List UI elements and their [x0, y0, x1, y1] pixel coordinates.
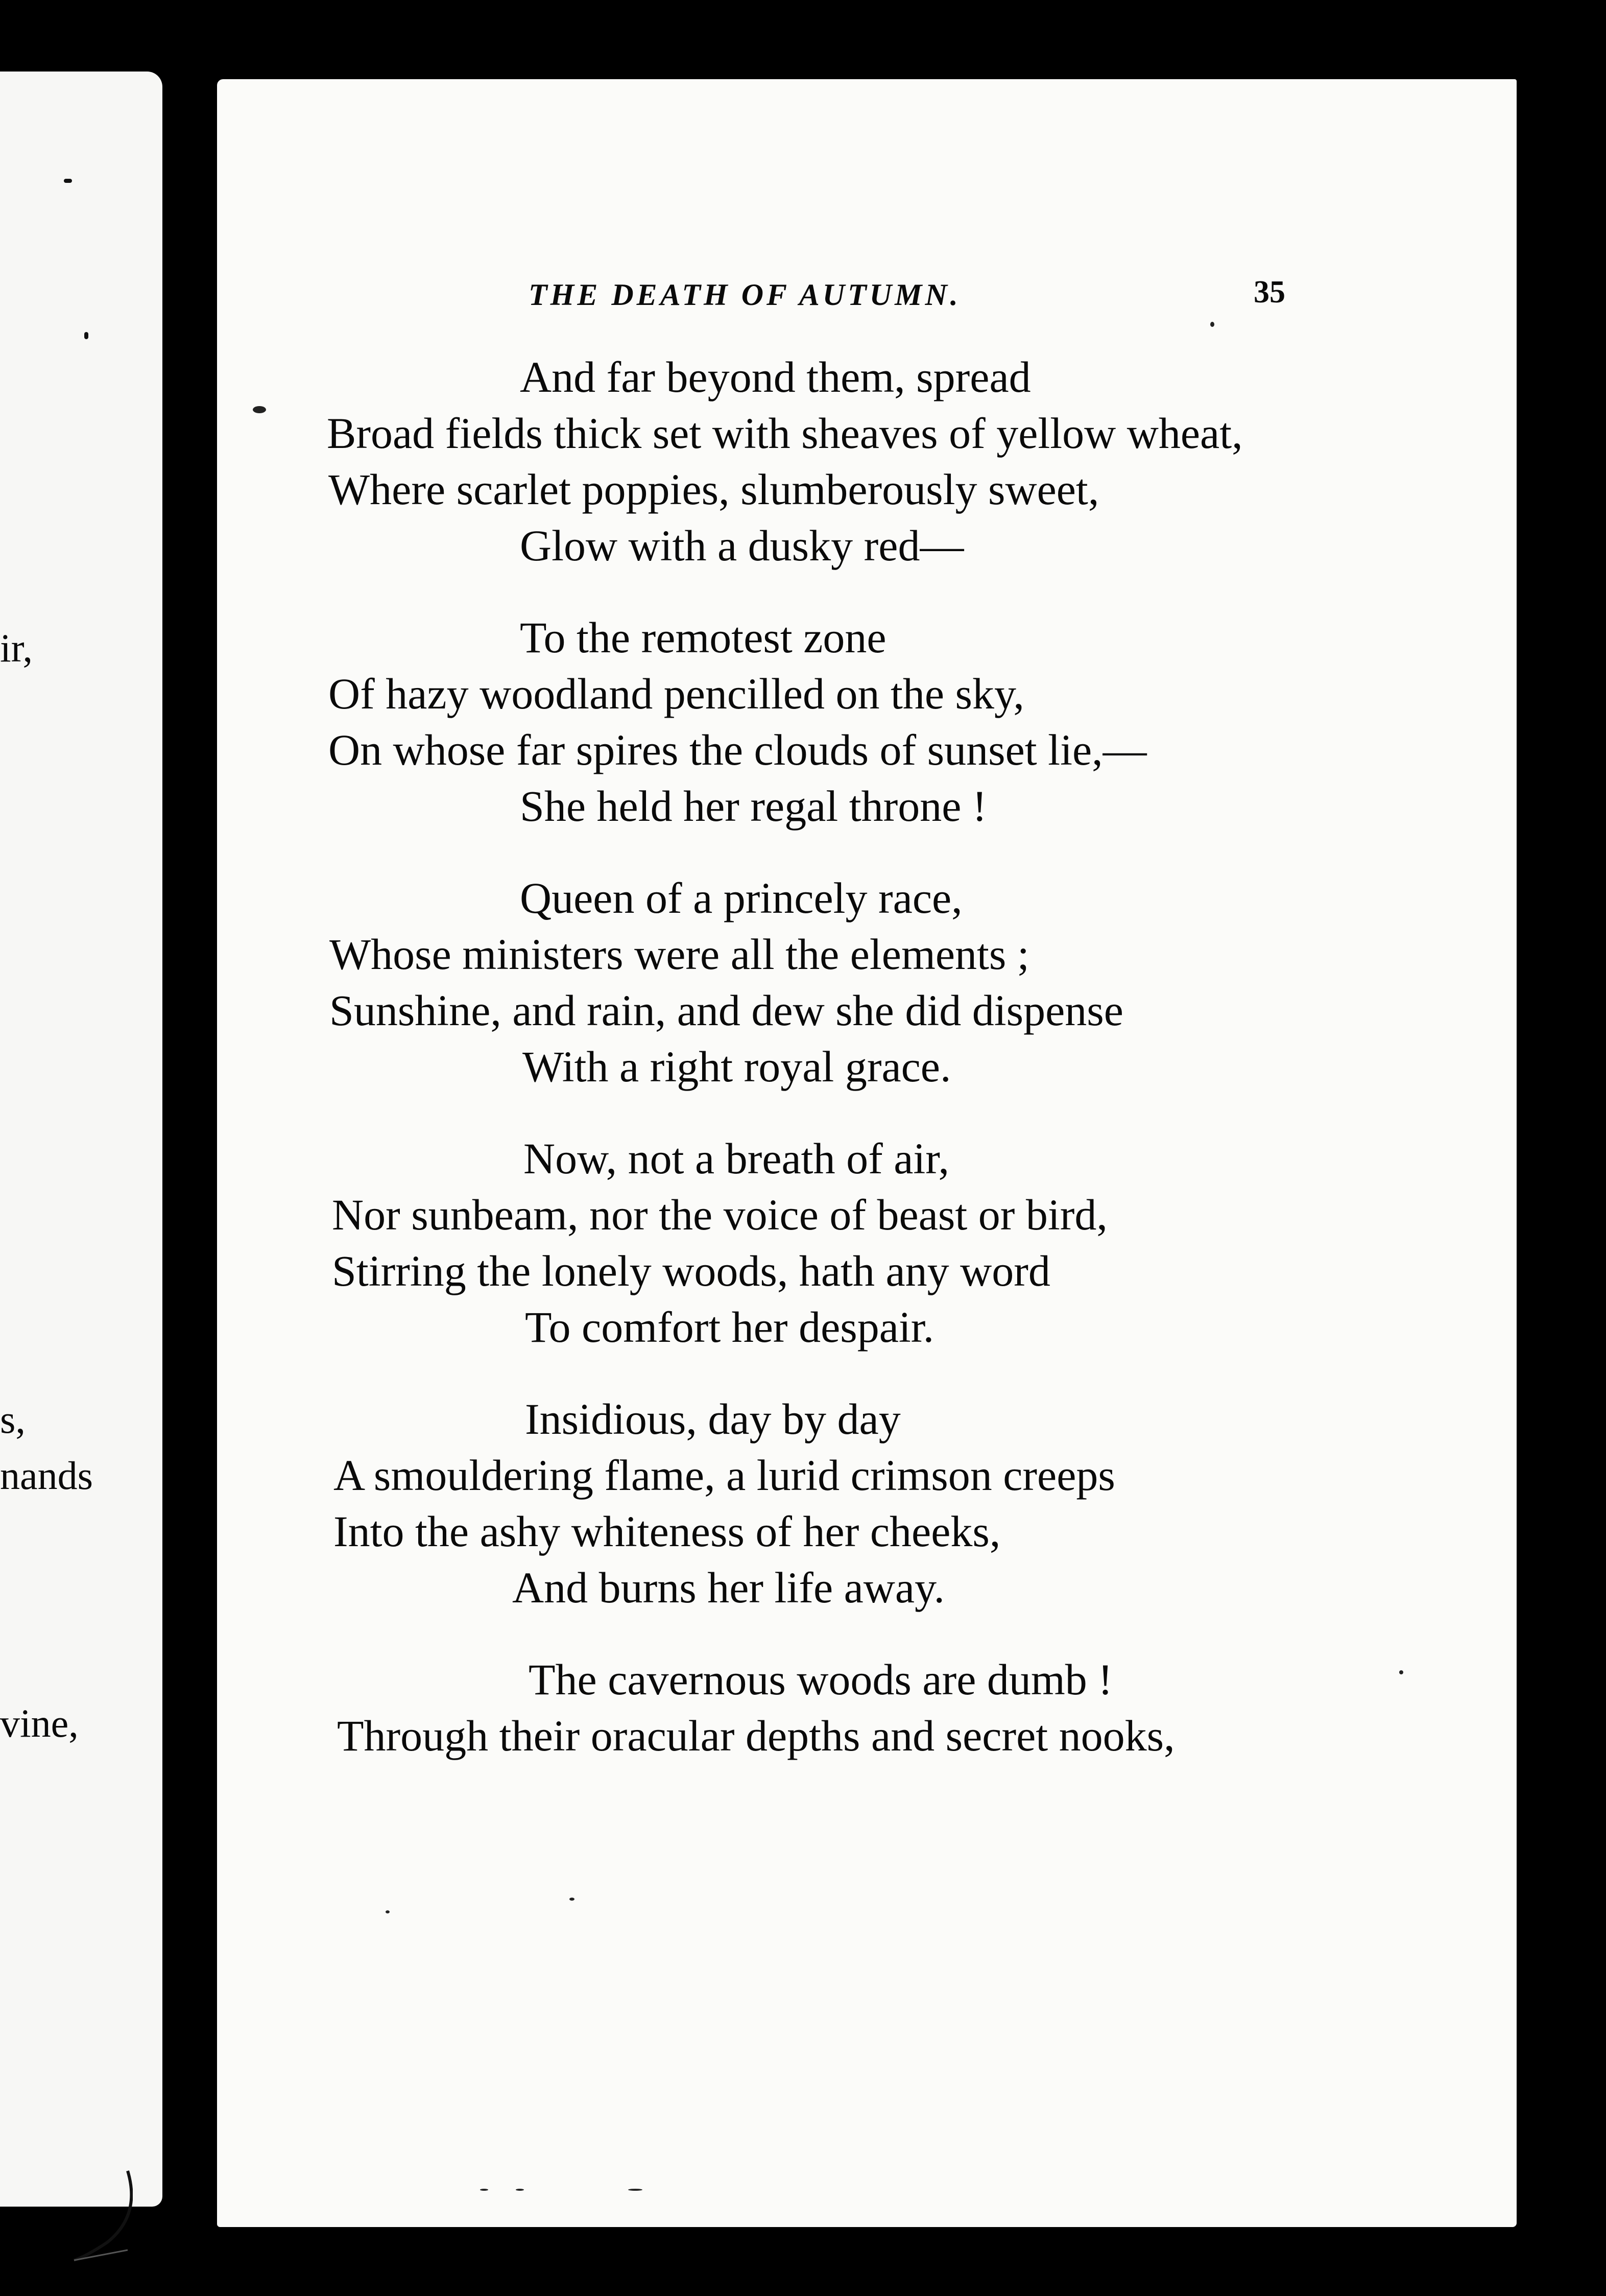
verse-line: Broad fields thick set with sheaves of yellow wheat, [327, 409, 1243, 458]
ink-speck [569, 1898, 574, 1901]
verse-line: Through their oracular depths and secret nooks, [337, 1711, 1175, 1760]
verse-line: Now, not a breath of air, [523, 1134, 949, 1183]
verse-line: With a right royal grace. [522, 1042, 951, 1091]
facing-text-fragment: ir, [0, 626, 33, 670]
page-number: 35 [1254, 275, 1285, 310]
verse-line: Where scarlet poppies, slumberously sweet, [328, 465, 1099, 514]
running-head [217, 277, 1517, 323]
facing-text-fragment: nands [0, 1453, 93, 1498]
verse-line: To comfort her despair. [525, 1303, 934, 1352]
ink-speck [1210, 322, 1214, 327]
ink-speck [386, 1910, 390, 1913]
verse-line: And far beyond them, spread [520, 352, 1031, 401]
verse-line: On whose far spires the clouds of sunset lie,— [328, 725, 1147, 774]
verse-line: Glow with a dusky red— [520, 521, 964, 570]
verse-line: Insidious, day by day [525, 1394, 901, 1443]
ink-speck [628, 2189, 642, 2191]
verse-line: To the remotest zone [520, 613, 886, 662]
page-curl-mark [71, 2166, 133, 2263]
facing-page [0, 72, 162, 2207]
ink-speck [64, 179, 72, 183]
verse-line: A smouldering flame, a lurid crimson creeps [333, 1451, 1115, 1500]
verse-line: Sunshine, and rain, and dew she did dispense [329, 986, 1123, 1035]
ink-speck [516, 2189, 524, 2191]
verse-line: Of hazy woodland pencilled on the sky, [328, 669, 1024, 718]
book-page [217, 79, 1517, 2227]
running-title: THE DEATH OF AUTUMN. [529, 278, 961, 312]
facing-text-fragment: vine, [0, 1701, 79, 1745]
ink-speck [480, 2189, 488, 2191]
verse-line: The cavernous woods are dumb ! [529, 1655, 1113, 1704]
facing-text-fragment: s, [0, 1397, 26, 1441]
verse-line: Stirring the lonely woods, hath any word [332, 1246, 1050, 1295]
verse-line: Into the ashy whiteness of her cheeks, [333, 1507, 1001, 1556]
ink-speck [1399, 1670, 1403, 1674]
verse-line: Nor sunbeam, nor the voice of beast or bird, [332, 1190, 1108, 1239]
ink-speck [253, 406, 266, 413]
verse-line: And burns her life away. [512, 1563, 945, 1612]
ink-speck [84, 332, 88, 339]
verse-line: Whose ministers were all the elements ; [329, 930, 1029, 979]
verse-line: She held her regal throne ! [520, 782, 987, 831]
verse-line: Queen of a princely race, [520, 873, 963, 922]
